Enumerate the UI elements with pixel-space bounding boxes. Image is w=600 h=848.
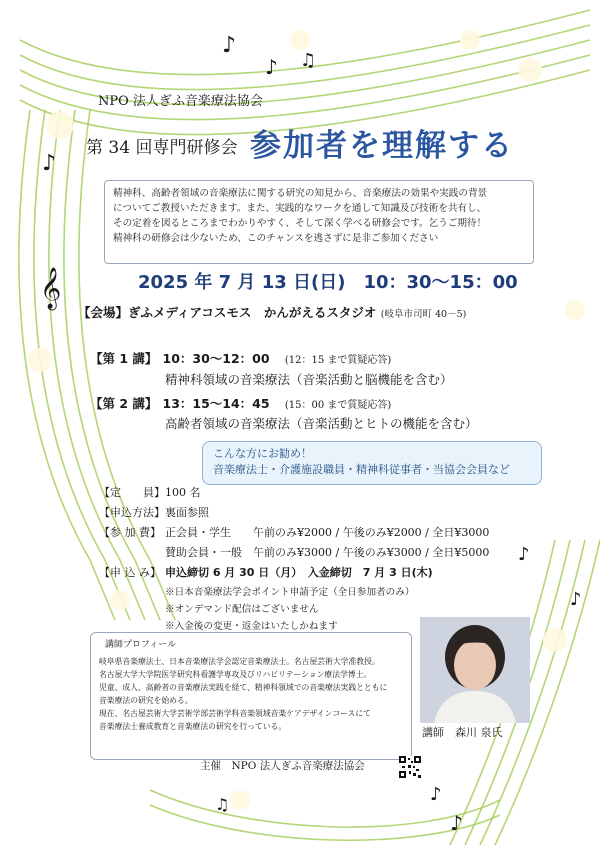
event-date: 2025 年 7 月 13 日(日) 10：30～15：00 (138, 272, 518, 293)
organization-name: NPO 法人ぎふ音楽療法協会 (98, 94, 263, 109)
intro-line: その定着を図るところまでわかりやすく、そして深く学べる研修会です。乞うご期待！ (113, 218, 487, 229)
recommend-title: こんな方にお勧め！ (213, 447, 312, 460)
notes (165, 584, 414, 635)
lecture-1 (90, 348, 391, 367)
svg-text:♪: ♪ (570, 589, 582, 610)
svg-text:♪: ♪ (518, 544, 530, 565)
profile-line: 音楽療法の研究を始める。 (99, 696, 193, 705)
lecturer-photo (420, 617, 530, 723)
lecture-title: 精神科領域の音楽療法（音楽活動と脳機能を含む） (165, 372, 453, 387)
profile-line: 現在、名古屋芸術大学芸術学部芸術学科音楽領域音楽ケアデザインコースにて (99, 709, 371, 718)
note-item: ※オンデマンド配信はございません (165, 604, 319, 615)
svg-text:♪: ♪ (222, 33, 237, 58)
intro-line: 精神科の研修会は少ないため、このチャンスを逃さずに是非ご参加ください (113, 233, 439, 244)
note-item: ※入金後の変更・返金はいたしかねます (165, 621, 338, 632)
lecture-time: 13：15～14：45 (162, 396, 270, 411)
venue-label: 【会場】 (78, 305, 129, 320)
lecturer-name: 講師 森川 泉氏 (422, 726, 503, 739)
svg-text:♪: ♪ (430, 784, 442, 805)
intro-line: についてご教授いただきます。また、実践的なワークを通して知識及び技術を共有し、 (113, 203, 487, 214)
svg-text:♫: ♫ (215, 795, 230, 814)
fee-label: 【参 加 費】 (99, 526, 161, 539)
venue-name: ぎふメディアコスモス かんがえるスタジオ (128, 305, 377, 320)
lecture-title: 高齢者領域の音楽療法（音楽活動とヒトの機能を含む） (165, 416, 478, 431)
svg-text:♪: ♪ (265, 55, 278, 79)
qr-code-icon (399, 756, 421, 778)
fee-general: 賛助会員・一般 午前のみ¥3000 / 午後のみ¥3000 / 全日¥5000 (165, 546, 490, 559)
profile-title: 講師プロフィール (105, 640, 177, 650)
svg-text:𝄞: 𝄞 (40, 268, 62, 309)
lecture-label: 【第 1 講】 (90, 351, 158, 366)
svg-text:♪: ♪ (42, 151, 57, 176)
method-value: 裏面参照 (165, 506, 209, 519)
venue (78, 303, 466, 321)
capacity-value: 100 名 (165, 486, 201, 499)
note-item: ※日本音楽療法学会ポイント申請予定（全日参加者のみ） (165, 587, 415, 598)
capacity-label: 【定 員】 (99, 486, 165, 499)
fee-members: 正会員・学生 午前のみ¥2000 / 午後のみ¥2000 / 全日¥3000 (165, 526, 490, 539)
lecturer-profile (90, 632, 412, 760)
method-label: 【申込方法】 (99, 506, 165, 519)
lecture-note: (15：00 まで質疑応答) (284, 400, 392, 411)
svg-text:♫: ♫ (300, 50, 317, 71)
profile-line: 岐阜県音楽療法士、日本音楽療法学会認定音楽療法士。名古屋芸術大学准教授。 (99, 657, 380, 666)
profile-line: 音楽療法士養成教育と音楽療法の研究を行っている。 (99, 722, 287, 731)
deadline-value: 申込締切 6 月 30 日（月） 入金締切 7 月 3 日(木) (165, 566, 433, 579)
seminar-title: 第 34 回専門研修会 (86, 138, 238, 158)
lecture-2 (90, 393, 391, 412)
profile-line: 児童、成人、高齢者の音楽療法実践を経て、精神科領域での音楽療法実践とともに (99, 683, 388, 692)
organizer: 主催 NPO 法人ぎふ音楽療法協会 (200, 760, 365, 772)
intro-box (104, 180, 534, 264)
profile-line: 名古屋大学大学院医学研究科看護学専攻及びリハビリテーション療法学博士。 (99, 670, 372, 679)
deadline-label: 【申 込 み】 (99, 566, 161, 579)
lecture-time: 10：30～12：00 (162, 351, 270, 366)
seminar-theme: 参加者を理解する (250, 128, 514, 164)
lecture-label: 【第 2 講】 (90, 396, 158, 411)
recommend-box (202, 441, 542, 485)
venue-address: (岐阜市司町 40－5) (380, 309, 467, 320)
svg-text:♪: ♪ (450, 811, 463, 835)
lecture-note: (12：15 まで質疑応答) (284, 355, 392, 366)
recommend-body: 音楽療法士・介護施設職員・精神科従事者・当協会会員など (213, 463, 510, 476)
intro-line: 精神科、高齢者領域の音楽療法に関する研究の知見から、音楽療法の効果や実践の背景 (113, 188, 488, 199)
